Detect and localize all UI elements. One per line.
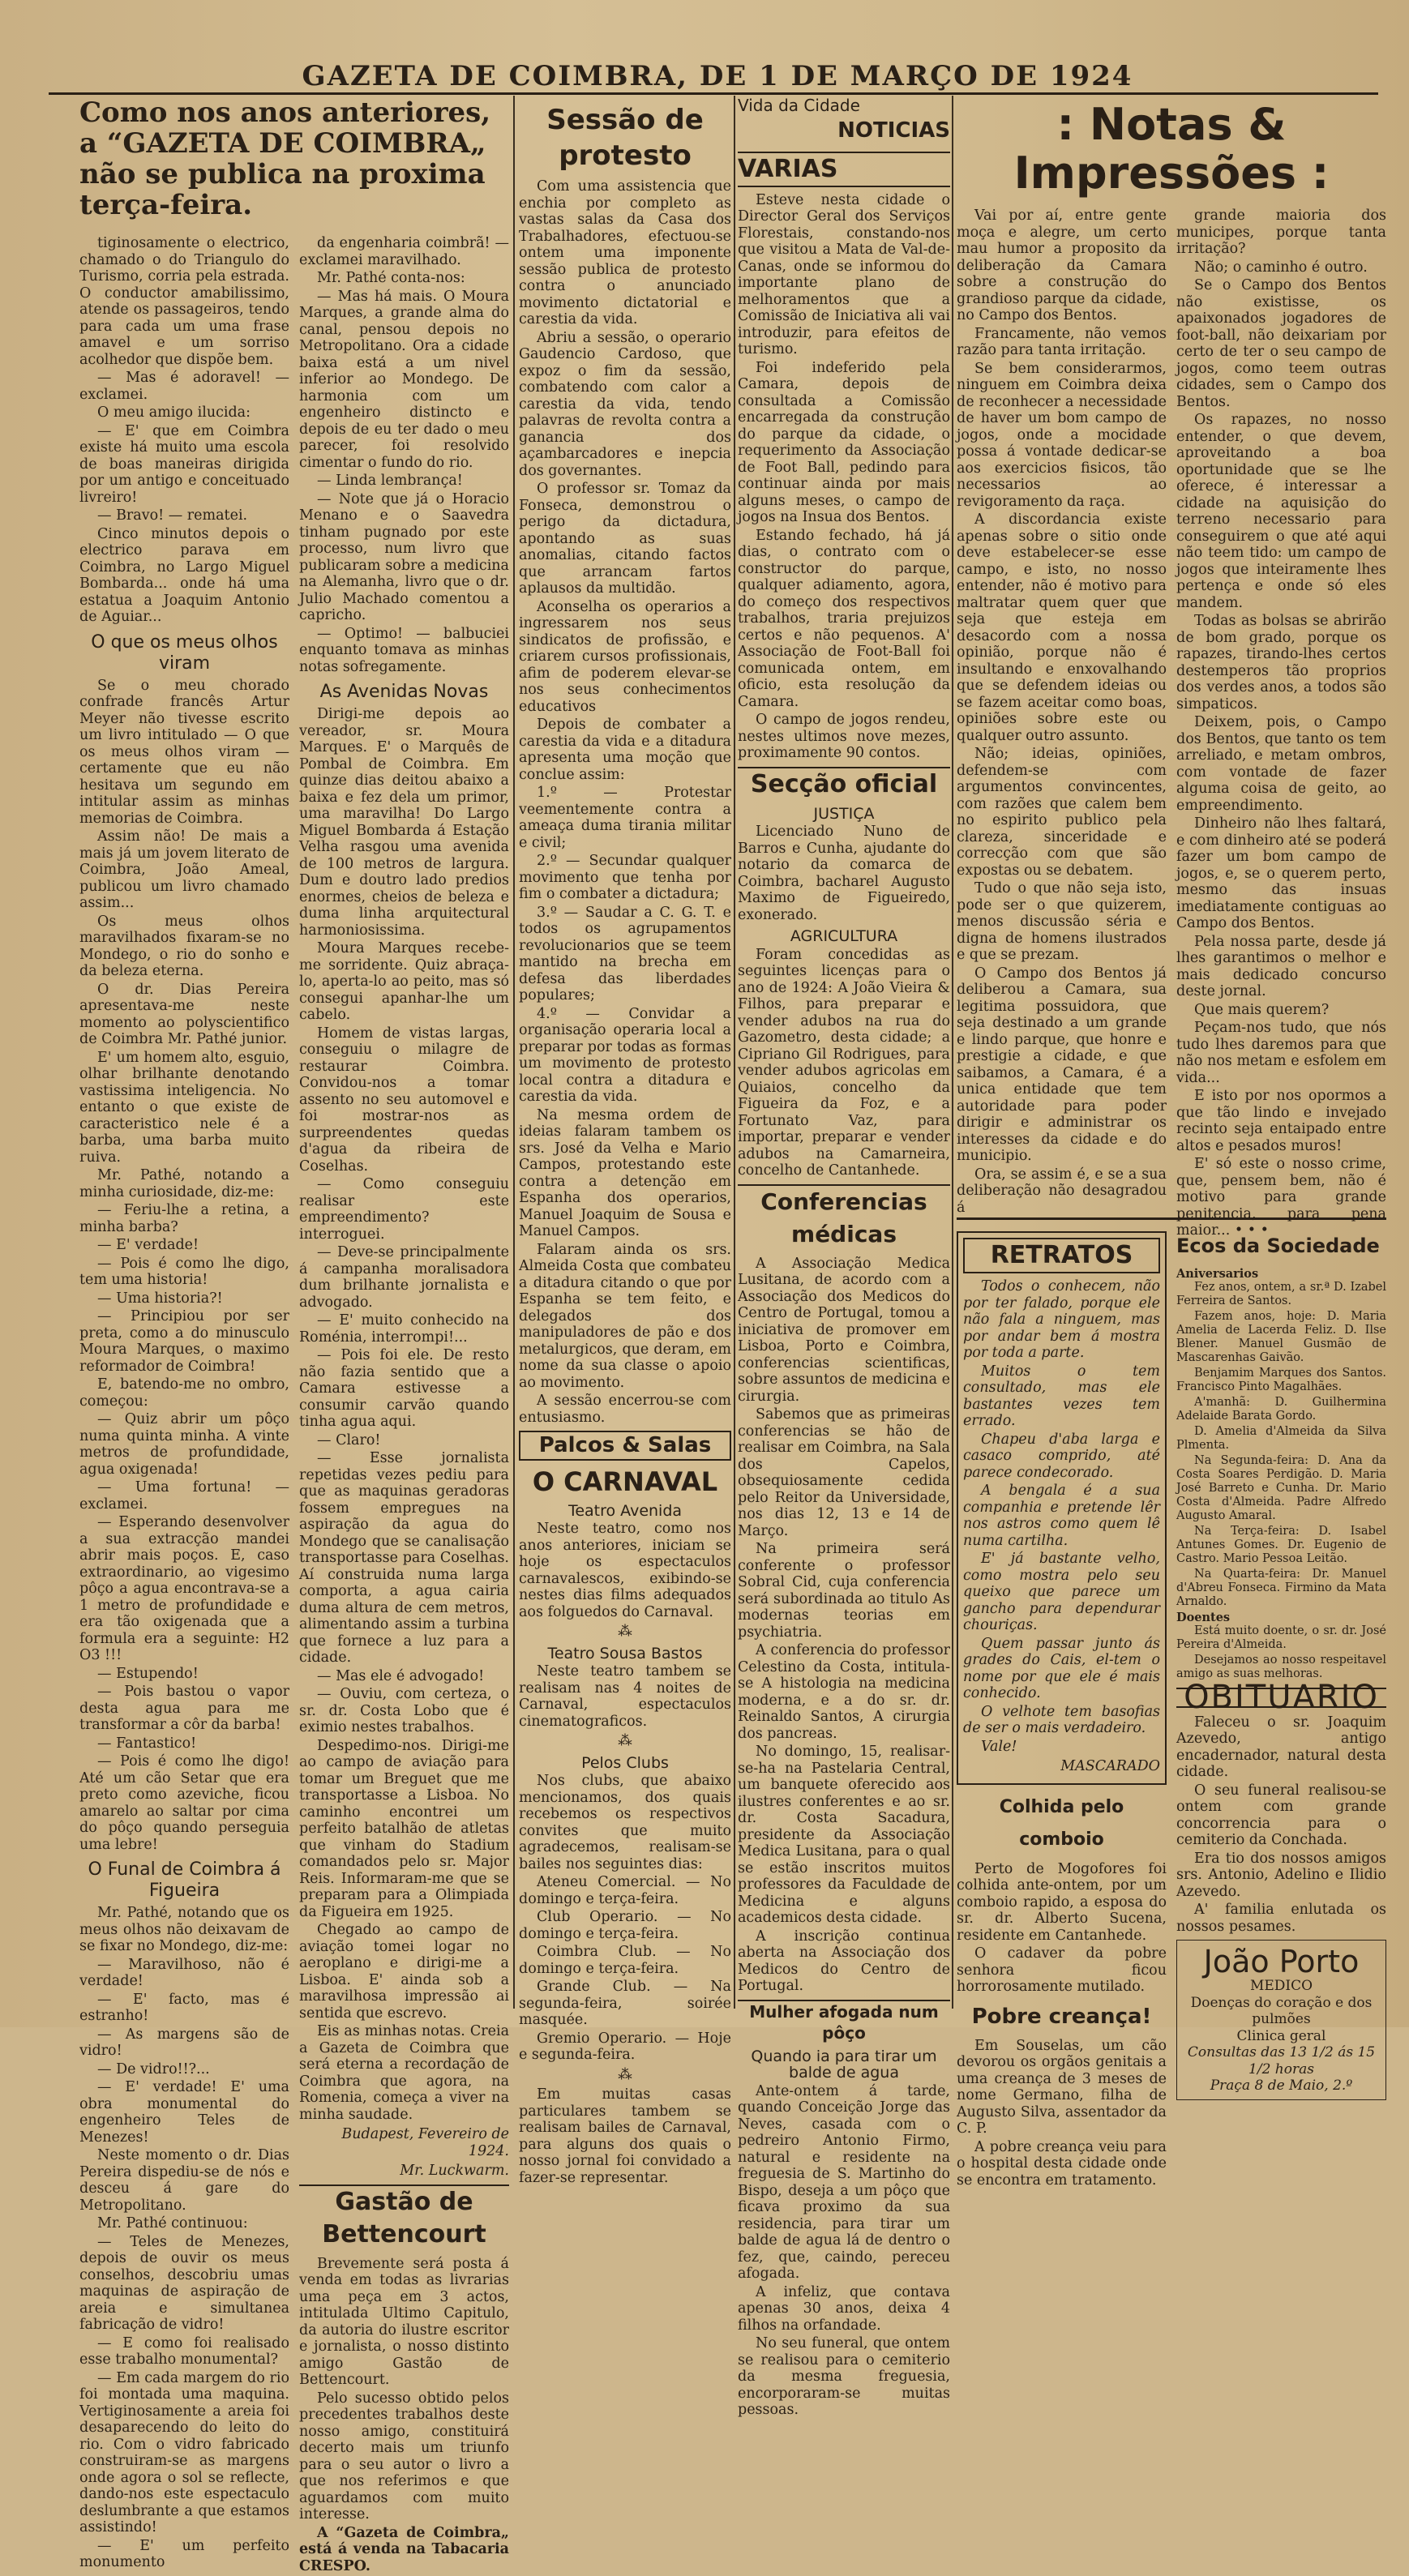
text-paragraph: O campo de jogos rendeu, nestes ultimos nove mezes, proximamente 90 contos. bbox=[738, 712, 950, 761]
text-paragraph: Ateneu Comercial. — No domingo e terça-feira. bbox=[519, 1874, 731, 1907]
text-paragraph: JUSTIÇA bbox=[813, 804, 875, 823]
text-paragraph: tiginosamente o electrico, chamado o do Triangulo do Turismo, corria pela estrada. O conductor amabilissimo, atende os passageiros, tendo para cada um uma frase amavel e um sorriso acolhedor que dispõe bem. bbox=[79, 235, 289, 368]
text-paragraph: Vida da Cidade bbox=[738, 96, 860, 115]
headline-notas: : Notas & Impressões : bbox=[1013, 99, 1330, 199]
text-paragraph: — Mas há mais. O Moura Marques, a grande alma do canal, pensou depois no Metropolitano. Ora a cidade baixa está a um nivel inferior ao Mondego. De harmonia com um engenheiro distincto e depois de eu ter dado o meu parecer, foi resolvido cimentar o fundo do rio. bbox=[299, 288, 509, 471]
text-paragraph: — Teles de Menezes, depois de ouvir os meus conselhos, descobriu umas maquinas de aspiração de areia e simultanea fabricação de vidro! bbox=[79, 2233, 289, 2333]
text-paragraph: Mulher afogada num pôço bbox=[738, 2000, 950, 2043]
text-paragraph: Em muitas casas particulares tambem se realisam bailes de Carnaval, para alguns dos quais o nosso jornal foi convidado a fazer-se representar. bbox=[519, 2086, 731, 2186]
text-paragraph: — E' que em Coimbra existe há muito uma escola de boas maneiras dirigida por um antigo e conceituado livreiro! bbox=[79, 422, 289, 506]
text-paragraph: Perto de Mogofores foi colhida ante-ontem, por um comboio rapido, a esposa do sr. dr. Alberto Sucena, residente em Cantanhede. bbox=[957, 1860, 1167, 1944]
text-paragraph: Sabemos que as primeiras conferencias se hão de realisar em Coimbra, na Sala dos Capelos, obsequiosamente cedida pelo Reitor da Universidade, nos dias 12, 13 e 14 de Março. bbox=[738, 1406, 950, 1539]
text-paragraph: ⁂ bbox=[618, 1624, 632, 1640]
text-paragraph: Cinco minutos depois o electrico parava em Coimbra, no Largo Miguel Bombarda... onde há uma estatua a Joaquim Antonio de Aguiar... bbox=[79, 525, 289, 625]
text-paragraph: Os meus olhos maravilhados fixaram-se no Mondego, o rio do sonho e da beleza eterna. bbox=[79, 913, 289, 979]
text-paragraph: Quem passar junto ás grades do Cais, el-tem o nome por que ele é mais conhecido. bbox=[963, 1635, 1160, 1701]
text-paragraph: — De vidro!!?... bbox=[97, 2060, 210, 2077]
advert-joao-porto bbox=[1176, 1940, 1386, 2100]
text-paragraph: Secção oficial bbox=[738, 767, 950, 801]
text-paragraph: — Mas é adoravel! — exclamei. bbox=[79, 370, 289, 403]
text-paragraph: — Pois bastou o vapor desta agua para me transformar a côr da barba! bbox=[79, 1684, 289, 1733]
text-paragraph: — E' verdade! E' uma obra monumental do engenheiro Teles de Menezes! bbox=[79, 2079, 289, 2146]
text-paragraph: Com uma assistencia que enchia por completo as vastas salas da Casa dos Trabalhadores, efectuou-se ontem uma imponente sessão publica de protesto contra o anunciado movimento dictatorial e carestia da vida. bbox=[519, 178, 731, 327]
text-paragraph: Mr. Luckwarm. bbox=[400, 2163, 509, 2179]
text-paragraph: Colhida pelo comboio bbox=[999, 1796, 1124, 1850]
text-paragraph: Dirigi-me depois ao vereador, sr. Moura Marques. E' o Marquês de Pombal de Coimbra. Em quinze dias deitou abaixo a baixa e fez dela um primor, uma maravilha! Do Largo Miguel Bombarda á Estação Velha rasgou uma avenida de 100 metros de largura. Dum e doutro lado predios enormes, cheios de beleza e duma linha arquitectural harmoniosissima. bbox=[299, 706, 509, 939]
text-paragraph: ⁂ bbox=[618, 2066, 632, 2083]
text-paragraph: NOTICIAS bbox=[837, 118, 950, 143]
text-paragraph: da engenharia coimbrã! — exclamei maravilhado. bbox=[299, 235, 509, 268]
palcos-banner: Palcos & Salas bbox=[519, 1431, 731, 1461]
text-paragraph: VARIAS bbox=[738, 152, 950, 187]
text-paragraph: Brevemente será posta á venda em todas as livrarias uma peça em 3 actos, intitulada Ultimo Capitulo, da autoria do ilustre escritor e jornalista, o nosso distinto amigo Gastão de Bettencourt. bbox=[299, 2255, 509, 2388]
headline-sessao: Sessão de protesto bbox=[546, 104, 704, 172]
text-paragraph: A pobre creança veiu para o hospital desta cidade onde se encontra em tratamento. bbox=[957, 2138, 1167, 2189]
text-paragraph: 3.º — Saudar a C. G. T. e todos os agrupamentos revolucionarios que se teem mantido na brecha em defesa das liberdades populares; bbox=[519, 904, 731, 1003]
text-paragraph: E' já bastante velho, como mostra pelo seu queixo que parece um gancho para dependurar chouriças. bbox=[963, 1551, 1160, 1633]
text-paragraph: — Estupendo! bbox=[97, 1665, 199, 1682]
text-paragraph: Todos o conhecem, não por ter falado, porque ele não fala a ninguem, mas por andar bem á mostra por toda a parte. bbox=[963, 1278, 1160, 1361]
text-paragraph: Na primeira será conferente o professor Sobral Cid, cuja conferencia será subordinada ao titulo As modernas teorias em psychiatria. bbox=[738, 1541, 950, 1641]
text-paragraph: — Uma fortuna! — exclamei. bbox=[79, 1479, 289, 1513]
subhead: O que os meus olhos viram bbox=[91, 631, 278, 674]
text-paragraph: Os rapazes, no nosso entender, o que devem, aproveitando a boa oportunidade que se lhe oferece, é interessar a cidade na aquisição do terreno necessario para conseguirem o que até aqui não teem tido: um campo de jogos que inteiramente lhes pertença e onde só eles mandem. bbox=[1176, 412, 1386, 611]
headline-bettencourt: Gastão de Bettencourt bbox=[299, 2184, 509, 2251]
text-paragraph: Desejamos ao nosso respeitavel amigo as suas melhoras. bbox=[1176, 1654, 1386, 1680]
column-rule bbox=[734, 96, 735, 2009]
text-paragraph: A bengala é a sua companhia e pretende lêr nos astros como quem lê numa cartilha. bbox=[963, 1483, 1160, 1549]
text-paragraph: — Principiou por ser preta, como a do minusculo Moura Marques, o maximo reformador de Coimbra! bbox=[79, 1308, 289, 1375]
text-paragraph: A' familia enlutada os nossos pesames. bbox=[1176, 1902, 1386, 1935]
text-paragraph: Tudo o que não seja isto, pode ser o que quizerem, menos discussão séria e digna de homens ilustrados e que se prezam. bbox=[957, 880, 1167, 963]
text-paragraph: — Esse jornalista repetidas vezes pediu para que as maquinas geradoras fossem empregues na aspiração da agua do Mondego que se canalisação transportasse para Coselhas. Aí construida numa larga comporta, a agua cairia duma altura de cem metros, alimentando assim a turbina que fornece a luz para a cidade. bbox=[299, 1450, 509, 1666]
text-paragraph: Mr. Pathé conta-nos: bbox=[317, 270, 465, 286]
text-paragraph: Praça 8 de Maio, 2.º bbox=[1210, 2077, 1353, 2094]
text-paragraph: A Associação Medica Lusitana, de acordo com a Associação dos Medicos do Centro de Portugal, tomou a iniciativa de promover em Lisboa, Porto e Coimbra, conferencias scientificas, sobre assuntos de medicina e cirurgia. bbox=[738, 1255, 950, 1405]
text-paragraph: Chegado ao campo de aviação tomei logar no aeroplano e dirigi-me a Lisboa. E' ainda sob a maravilhosa impressão ai sentida que escrevo. bbox=[299, 1922, 509, 2022]
text-paragraph: — Mas ele é advogado! bbox=[317, 1667, 485, 1684]
text-paragraph: D. Amelia d'Almeida da Silva Plmenta. bbox=[1176, 1425, 1386, 1452]
text-paragraph: A conferencia do professor Celestino da Costa, intitula-se A histologia na medicina moderna, e a do sr. dr. Reinaldo Santos, A cirurgia dos pancreas. bbox=[738, 1642, 950, 1742]
text-paragraph: Licenciado Nuno de Barros e Cunha, ajudante do notario da comarca de Coimbra, bacharel Augusto Maximo de Figueiredo, exonerado. bbox=[738, 824, 950, 923]
text-paragraph: João Porto bbox=[1203, 1944, 1360, 1979]
text-paragraph: Todas as bolsas se abrirão de bom grado, porque os rapazes, tirando-lhes certos destemperos tão proprios dos verdes anos, a todos são simpaticos. bbox=[1176, 613, 1386, 712]
text-paragraph: — Note que já o Horacio Menano e o Saavedra tinham pugnado por este processo, num livro que publicaram sobre a medicina na Alemanha, livro que o dr. Julio Machado comentou a capricho. bbox=[299, 490, 509, 623]
text-paragraph: Mr. Pathé continuou: bbox=[97, 2215, 248, 2232]
text-paragraph: Pela nossa parte, desde já lhes garantimos o melhor e mais dedicado concurso deste jornal. bbox=[1176, 933, 1386, 999]
text-paragraph: Club Operario. — No domingo e terça-feira. bbox=[519, 1909, 731, 1942]
text-paragraph: ⁂ bbox=[618, 1733, 632, 1749]
notice: Como nos anos anteriores, a “GAZETA DE COIMBRA„ não se publica na proxima terça-feira. bbox=[79, 96, 491, 221]
text-paragraph: MEDICO bbox=[1249, 1978, 1313, 1994]
text-paragraph: — Quiz abrir um pôço numa quinta minha. A vinte metros de profundidade, agua oxigenada! bbox=[79, 1411, 289, 1478]
text-paragraph: Foi indeferido pela Camara, depois de consultada a Comissão encarregada da construção do parque da cidade, o requerimento da Associação de Foot Ball, pedindo para continuar ainda por mais alguns meses, o campo de jogos na Insua dos Bentos. bbox=[738, 359, 950, 525]
text-paragraph: — Em cada margem do rio foi montada uma maquina. Vertiginosamente a areia foi desaparecendo do leito do rio. Com o vidro fabricado construiram-se as margens onde agora o sol se reflecte, dando-nos este espectaculo deslumbrante a que estamos assistindo! bbox=[79, 2369, 289, 2535]
text-paragraph: No seu funeral, que ontem se realisou para o cemiterio da mesma freguesia, encorporaram-se muitas pessoas. bbox=[738, 2335, 950, 2418]
text-paragraph: O dr. Dias Pereira apresentava-me neste momento ao polyscientifico de Coimbra Mr. Pathé junior. bbox=[79, 981, 289, 1047]
text-paragraph: Doentes bbox=[1176, 1611, 1231, 1624]
text-paragraph: 2.º — Secundar qualquer movimento que tenha por fim o combater a dictadura; bbox=[519, 853, 731, 902]
text-paragraph: Teatro Avenida bbox=[567, 1501, 683, 1520]
text-paragraph: E' só este o nosso crime, que, pensem bem, não é motivo para grande penitencia, para pena maior... • • • bbox=[1176, 1156, 1386, 1239]
text-paragraph: Mr. Pathé, notando a minha curiosidade, diz-me: bbox=[79, 1167, 289, 1200]
text-paragraph: Estando fechado, há já dias, o contrato com o constructor do parque, qualquer adiamento, agora, do começo dos respectivos trabalhos, traria prejuizos certos e não pequenos. A' Associação de Foot-Ball foi comunicada ontem, em oficio, esta resolução da Camara. bbox=[738, 527, 950, 710]
top-rule bbox=[49, 92, 1378, 95]
text-paragraph: Esteve nesta cidade o Director Geral dos Serviços Florestais, constando-nos que visitou a Mata de Val-de-Canas, onde se informou do importante plano de melhoramentos que a Comissão de Iniciativa ali vai introduzir, para efeitos de turismo. bbox=[738, 191, 950, 357]
text-paragraph: Aconselha os operarios a ingressarem nos seus sindicatos de profissão, e criarem cursos profissionais, afim de poderem elevar-se nos seus conhecimentos educativos bbox=[519, 598, 731, 715]
text-paragraph: — Feriu-lhe a retina, a minha barba? bbox=[79, 1202, 289, 1235]
text-paragraph: O professor sr. Tomaz da Fonseca, demonstrou o perigo da dictadura, apontando as suas anomalias, citando factos que arrancam fartos aplausos da multidão. bbox=[519, 481, 731, 597]
text-paragraph: Pobre creança! bbox=[971, 2004, 1152, 2029]
column-left bbox=[79, 96, 509, 2574]
text-paragraph: Na Quarta-feira: Dr. Manuel d'Abreu Fonseca. Firmino da Mata Arnaldo. bbox=[1176, 1568, 1386, 1608]
article-right bbox=[299, 235, 509, 2576]
text-paragraph: — Uma historia?! bbox=[97, 1290, 223, 1307]
text-paragraph: — Pois é como lhe digo, tem uma historia! bbox=[79, 1255, 289, 1288]
text-paragraph: MASCARADO bbox=[1060, 1758, 1160, 1774]
text-paragraph: E' um homem alto, esguio, olhar brilhante denotando vastissima inteligencia. No entanto o que existe de caracteristico nele é a barba, uma barba muito ruiva. bbox=[79, 1049, 289, 1166]
text-paragraph: Clinica geral bbox=[1236, 2027, 1326, 2044]
text-paragraph: A “Gazeta de Coimbra„ está á venda na Tabacaria CRESPO. bbox=[299, 2524, 509, 2574]
text-paragraph: — Ouviu, com certeza, o sr. dr. Costa Lobo que é eximio nestes trabalhos. bbox=[299, 1686, 509, 1735]
text-paragraph: Francamente, não vemos razão para tanta irritação. bbox=[957, 325, 1167, 358]
text-paragraph: Se o Campo dos Bentos não existisse, os apaixonados jogadores de foot-ball, não deixariam por certo de ter o seu campo de jogos, como teem outras cidades, sem o Campo dos Bentos. bbox=[1176, 277, 1386, 410]
text-paragraph: Ecos da Sociedade bbox=[1176, 1235, 1380, 1257]
text-paragraph: — Deve-se principalmente á campanha moralisadora dum brilhante jornalista e advogado. bbox=[299, 1244, 509, 1311]
text-paragraph: Vai por aí, entre gente moça e alegre, um certo mau humor a proposito da deliberação da Camara sobre a construção do grandioso parque da cidade, no Campo dos Bentos. bbox=[957, 208, 1167, 323]
text-paragraph: Doenças do coração e dos pulmões bbox=[1190, 1994, 1373, 2027]
text-paragraph: A discordancia existe apenas sobre o sitio onde deve estabelecer-se esse campo, e isto, no nosso entender, não é motivo para maltratar quem quer que seja que esteja em desacordo com a nossa opinião, porque não é insultando e enxovalhando que se defendem ideias ou se fazem aceitar como boas, opiniões sobre este ou qualquer outro assunto. bbox=[957, 511, 1167, 744]
text-paragraph: — E' verdade! bbox=[97, 1237, 199, 1253]
text-paragraph: Se bem considerarmos, ninguem em Coimbra deixa de reconhecer a necessidade de haver um bom campo de jogos, onde a mocidade possa á vontade dedicar-se aos exercicios fisicos, tão necessarios ao revigoramento da raça. bbox=[957, 360, 1167, 510]
text-paragraph: O seu funeral realisou-se ontem com grande concorrencia para o cemiterio da Conchada. bbox=[1176, 1782, 1386, 1848]
text-paragraph: Abriu a sessão, o operario Gaudencio Cardoso, que expoz o fim da sessão, combatendo com calor a carestia da vida, tendo palavras de revolta contra a ganancia dos açambarcadores e inepcia dos governantes. bbox=[519, 329, 731, 479]
text-paragraph: Fez anos, ontem, a sr.ª D. Izabel Ferreira de Santos. bbox=[1176, 1281, 1386, 1307]
text-paragraph: Ora, se assim é, e se a sua deliberação não desagradou á bbox=[957, 1166, 1167, 1216]
text-paragraph: Aniversarios bbox=[1176, 1267, 1259, 1281]
text-paragraph: Ante-ontem á tarde, quando Conceição Jorge das Neves, casada com o pedreiro Antonio Firmo, natural e residente na freguesia de S. Martinho do Bispo, deseja a um pôço que ficava proximo da sua residencia, para tirar um balde de agua lá de dentro o fez, que, caindo, pereceu afogada. bbox=[738, 2082, 950, 2282]
text-paragraph: Homem de vistas largas, conseguiu o milagre de restaurar Coimbra. Convidou-nos a tomar assento no seu automovel e foi mostrar-nos as surpreendentes quedas d'agua da ribeira de Coselhas. bbox=[299, 1025, 509, 1175]
column-rule bbox=[513, 96, 515, 2009]
text-paragraph: Teatro Sousa Bastos bbox=[547, 1644, 703, 1662]
text-paragraph: E, batendo-me no ombro, começou: bbox=[79, 1376, 289, 1410]
text-paragraph: E isto por nos opormos a que tão lindo e invejado recinto seja entaipado entre altos e pesados muros! bbox=[1176, 1088, 1386, 1154]
column-protest bbox=[519, 97, 731, 2186]
text-paragraph: Neste teatro, como nos anos anteriores, iniciam se hoje os espectaculos carnavalescos, exibindo-se nestes dias films adequados aos folguedos do Carnaval. bbox=[519, 1521, 731, 1620]
text-paragraph: — Pois é como lhe digo! Até um cão Setar que era preto como azeviche, ficou amarelo ao saltar por cima do pôço quando perseguia uma lebre! bbox=[79, 1753, 289, 1853]
text-paragraph: Quando ia para tirar um balde de agua bbox=[751, 2047, 937, 2082]
text-paragraph: 1.º — Protestar veementemente contra a ameaça duma tirania militar e civil; bbox=[519, 785, 731, 851]
text-paragraph: AGRICULTURA bbox=[790, 927, 898, 945]
text-paragraph: — Claro! bbox=[317, 1431, 381, 1448]
text-paragraph: Está muito doente, o sr. dr. José Pereira d'Almeida. bbox=[1176, 1624, 1386, 1651]
text-paragraph: Coimbra Club. — No domingo e terça-feira. bbox=[519, 1944, 731, 1977]
text-paragraph: Grande Club. — Na segunda-feira, soirée masquée. bbox=[519, 1979, 731, 2028]
text-paragraph: Assim não! De mais a mais já um jovem literato de Coimbra, João Ameal, publicou um livro chamado assim... bbox=[79, 828, 289, 911]
text-paragraph: Em Souselas, um cão devorou os orgãos genitais a uma creança de 3 meses de nome Germano, filha de Augusto Silva, assentador da C. P. bbox=[957, 2037, 1167, 2137]
text-paragraph: Se o meu chorado confrade francês Artur Meyer não tivesse escrito um livro intitulado — O que os meus olhos viram — certamente que eu não hesitava um segundo em intitular assim as minhas memorias de Coimbra. bbox=[79, 677, 289, 827]
text-paragraph: — Optimo! — balbuciei enquanto tomava as minhas notas sofregamente. bbox=[299, 625, 509, 675]
text-paragraph: Muitos o tem consultado, mas ele bastantes vezes tem errado. bbox=[963, 1363, 1160, 1429]
text-paragraph: Moura Marques recebe-me sorridente. Quiz abraça-lo, aperta-lo ao peito, mas só consegui apanhar-lhe um cabelo. bbox=[299, 940, 509, 1023]
text-paragraph: No domingo, 15, realisar-se-ha na Pastelaria Central, um banquete oferecido aos ilustres conferentes e ao sr. dr. Costa Sacadura, presidente da Associação Medica Lusitana, para o qual se estão inscritos muitos professores da Faculdade de Medicina e alguns academicos desta cidade. bbox=[738, 1744, 950, 1926]
text-paragraph: Benjamim Marques dos Santos. Francisco Pinto Magalhães. bbox=[1176, 1367, 1386, 1393]
text-paragraph: Eis as minhas notas. Creia a Gazeta de Coimbra que será eterna a recordação de Coimbra que agora, na Romenia, começa a viver na minha saudade. bbox=[299, 2023, 509, 2123]
text-paragraph: Que mais querem? bbox=[1194, 1001, 1330, 1018]
text-paragraph: — Pois foi ele. De resto não fazia sentido que a Camara estivesse a consumir carvão quando tinha agua aqui. bbox=[299, 1347, 509, 1430]
text-paragraph: — Fantastico! bbox=[97, 1735, 197, 1752]
text-paragraph: Budapest, Fevereiro de 1924. bbox=[341, 2126, 509, 2159]
text-paragraph: O cadaver da pobre senhora ficou horrorosamente mutilado. bbox=[957, 1945, 1167, 1995]
text-paragraph: O meu amigo ilucida: bbox=[97, 404, 251, 421]
headline-carnaval: O CARNAVAL bbox=[532, 1466, 718, 1497]
text-paragraph: Consultas das 13 1/2 ás 15 1/2 horas bbox=[1187, 2044, 1376, 2077]
column-rule bbox=[952, 96, 953, 2009]
text-paragraph: Na mesma ordem de ideias falaram tambem os srs. José da Velha e Mario Campos, protestando este contra a detenção em Espanha dos operarios, Manuel Joaquim de Sousa e Manuel Campos. bbox=[519, 1106, 731, 1239]
text-paragraph: Deixem, pois, o Campo dos Bentos, que tanto os tem arreliado, e metam ombros, com vontade de fazer alguma coisa de geito, ao empreendimento. bbox=[1176, 714, 1386, 814]
text-paragraph: Faleceu o sr. Joaquim Azevedo, antigo encadernador, natural desta cidade. bbox=[1176, 1714, 1386, 1780]
text-paragraph: Neste teatro tambem se realisam nas 4 noites de Carnaval, espectaculos cinematograficos. bbox=[519, 1663, 731, 1730]
text-paragraph: Neste momento o dr. Dias Pereira dispediu-se de nós e desceu á gare do Metropolitano. bbox=[79, 2147, 289, 2214]
text-paragraph: 4.º — Convidar a organisação operaria local a preparar por todas as formas um movimento de protesto local contra a ditadura e carestia da vida. bbox=[519, 1005, 731, 1105]
text-paragraph: RETRATOS bbox=[963, 1238, 1160, 1273]
text-paragraph: Gremio Operario. — Hoje e segunda-feira. bbox=[519, 2030, 731, 2063]
subhead: O Funal de Coimbra á Figueira bbox=[88, 1859, 281, 1901]
text-paragraph: Nos clubs, que abaixo mencionamos, dos quais recebemos os respectivos convites que muito agradecemos, realisam-se bailes nos seguintes dias: bbox=[519, 1773, 731, 1872]
text-paragraph: Pelos Clubs bbox=[581, 1753, 669, 1772]
text-paragraph: Era tio dos nossos amigos srs. Antonio, Adelino e Ilidio Azevedo. bbox=[1176, 1850, 1386, 1900]
text-paragraph: Mr. Pathé, notando que os meus olhos não deixavam de se fixar no Mondego, diz-me: bbox=[79, 1905, 289, 1954]
column-notas bbox=[957, 97, 1386, 2189]
text-paragraph: A inscrição continua aberta na Associação dos Medicos do Centro de Portugal. bbox=[738, 1928, 950, 1994]
text-paragraph: Dinheiro não lhes faltará, e com dinheiro até se poderá fazer um bom campo de jogos, e, se o querem perto, mesmo das insuas imediatamente contiguas ao Campo dos Bentos. bbox=[1176, 815, 1386, 931]
text-paragraph: Conferencias médicas bbox=[738, 1184, 950, 1251]
text-paragraph: Chapeu d'aba larga e casaco comprido, até parece condecorado. bbox=[963, 1431, 1160, 1481]
text-paragraph: — Bravo! — rematei. bbox=[97, 507, 248, 524]
text-paragraph: Foram concedidas as seguintes licenças para o ano de 1924: A João Vieira & Filhos, para preparar e vender adubos na rua do Gazometro, desta cidade; a Cipriano Gil Rodrigues, para vender adubos agricolas em Quiaios, concelho da Figueira da Foz, e a Fortunato Vaz, para importar, preparar e vender adubos na Camarneira, concelho de Cantanhede. bbox=[738, 946, 950, 1179]
text-paragraph: — E' muito conhecido na Roménia, interrompi!... bbox=[299, 1312, 509, 1346]
text-paragraph: Falaram ainda os srs. Almeida Costa que combateu a ditadura citando o que por Espanha se tem feito, e delegados dos manipuladores de pão e dos metalurgicos, que deram, em nome da sua classe o apoio ao movimento. bbox=[519, 1241, 731, 1391]
retratos-box bbox=[957, 1231, 1167, 1785]
text-paragraph: — E como foi realisado esse trabalho monumental? bbox=[79, 2334, 289, 2368]
text-paragraph: Despedimo-nos. Dirigi-me ao campo de aviação para tomar um Breguet que me transportasse a Lisboa. No caminho encontrei um perfeito batalhão de atletas que vinham do Stadium comandados pelo sr. Major Reis. Informaram-me que se preparam para a Olimpiada da Figueira em 1925. bbox=[299, 1737, 509, 1920]
masthead: GAZETA DE COIMBRA, DE 1 DE MARÇO DE 1924 bbox=[302, 60, 1133, 92]
subhead: As Avenidas Novas bbox=[319, 682, 489, 702]
text-paragraph: — Linda lembrança! bbox=[317, 473, 463, 489]
text-paragraph: A sessão encerrou-se com entusiasmo. bbox=[519, 1393, 731, 1426]
article-left bbox=[79, 235, 289, 2576]
text-paragraph: Pelo sucesso obtido pelos precedentes trabalhos deste nosso amigo, constituirá decerto mais um triunfo para o seu autor o livro a que nos referimos e que aguardamos com muito interesse. bbox=[299, 2390, 509, 2523]
text-paragraph: Vale! bbox=[981, 1738, 1017, 1755]
text-paragraph: grande maioria dos municipes, porque tanta irritação? bbox=[1176, 208, 1386, 257]
text-paragraph: — Maravilhoso, não é verdade! bbox=[79, 1956, 289, 1989]
text-paragraph: — As margens são de vidro! bbox=[79, 2026, 289, 2059]
text-paragraph: O Campo dos Bentos já deliberou a Camara, sua legitima possuidora, que seja destinado a um grande e lindo parque, que honre e prestigie a cidade, e que saibamos, a Camara, é a unica entidade que tem autoridade para poder dirigir e administrar os interesses da cidade e do municipio. bbox=[957, 965, 1167, 1164]
text-paragraph: — Como conseguiu realisar este empreendimento? interroguei. bbox=[299, 1176, 509, 1243]
text-paragraph: Não; ideias, opiniões, defendem-se com argumentos convincentes, com razões que calem bem no espirito publico pela clareza, sinceridade e correcção com que são expostas ou se debatem. bbox=[957, 746, 1167, 879]
text-paragraph: — Esperando desenvolver a sua extracção mandei abrir mais poços. E, caso extraordinario, ao vigesimo pôço a agua encontrava-se a 1 metro de profundidade e era tão oxigenada que a formula era a seguinte: H2 O3 !!! bbox=[79, 1514, 289, 1663]
column-noticias bbox=[738, 96, 950, 2418]
text-paragraph: Fazem anos, hoje: D. Maria Amelia de Lacerda Feliz. D. Ilse Blener. Manuel Gusmão de Mascarenhas Gaivão. bbox=[1176, 1310, 1386, 1364]
text-paragraph: O velhote tem basofias de ser o mais verdadeiro. bbox=[963, 1703, 1160, 1736]
text-paragraph: — E' um perfeito monumento bbox=[79, 2537, 289, 2570]
text-paragraph: A infeliz, que contava apenas 30 anos, deixa 4 filhos na orfandade. bbox=[738, 2283, 950, 2334]
text-paragraph: Depois de combater a carestia da vida e a ditadura apresenta uma moção que conclue assim: bbox=[519, 717, 731, 783]
text-paragraph: — E' facto, mas é estranho! bbox=[79, 1991, 289, 2024]
text-paragraph: Peçam-nos tudo, que nós tudo lhes daremos para que não nos metam e esfolem em vida... bbox=[1176, 1020, 1386, 1086]
text-paragraph: Na Segunda-feira: D. Ana da Costa Soares Perdigão. D. Maria José Barreto e Cunha. Dr. Mario Costa d'Almeida. Padre Alfredo Augusto Amaral. bbox=[1176, 1454, 1386, 1522]
text-paragraph: Não; o caminho é outro. bbox=[1194, 259, 1368, 276]
text-paragraph: Na Terça-feira: D. Isabel Antunes Gomes. Dr. Eugenio de Castro. Mario Pessoa Leitão. bbox=[1176, 1525, 1386, 1565]
text-paragraph: A'manhã: D. Guilhermina Adelaide Barata Gordo. bbox=[1176, 1396, 1386, 1423]
obituario-header: OBITUARIO bbox=[1176, 1688, 1386, 1708]
